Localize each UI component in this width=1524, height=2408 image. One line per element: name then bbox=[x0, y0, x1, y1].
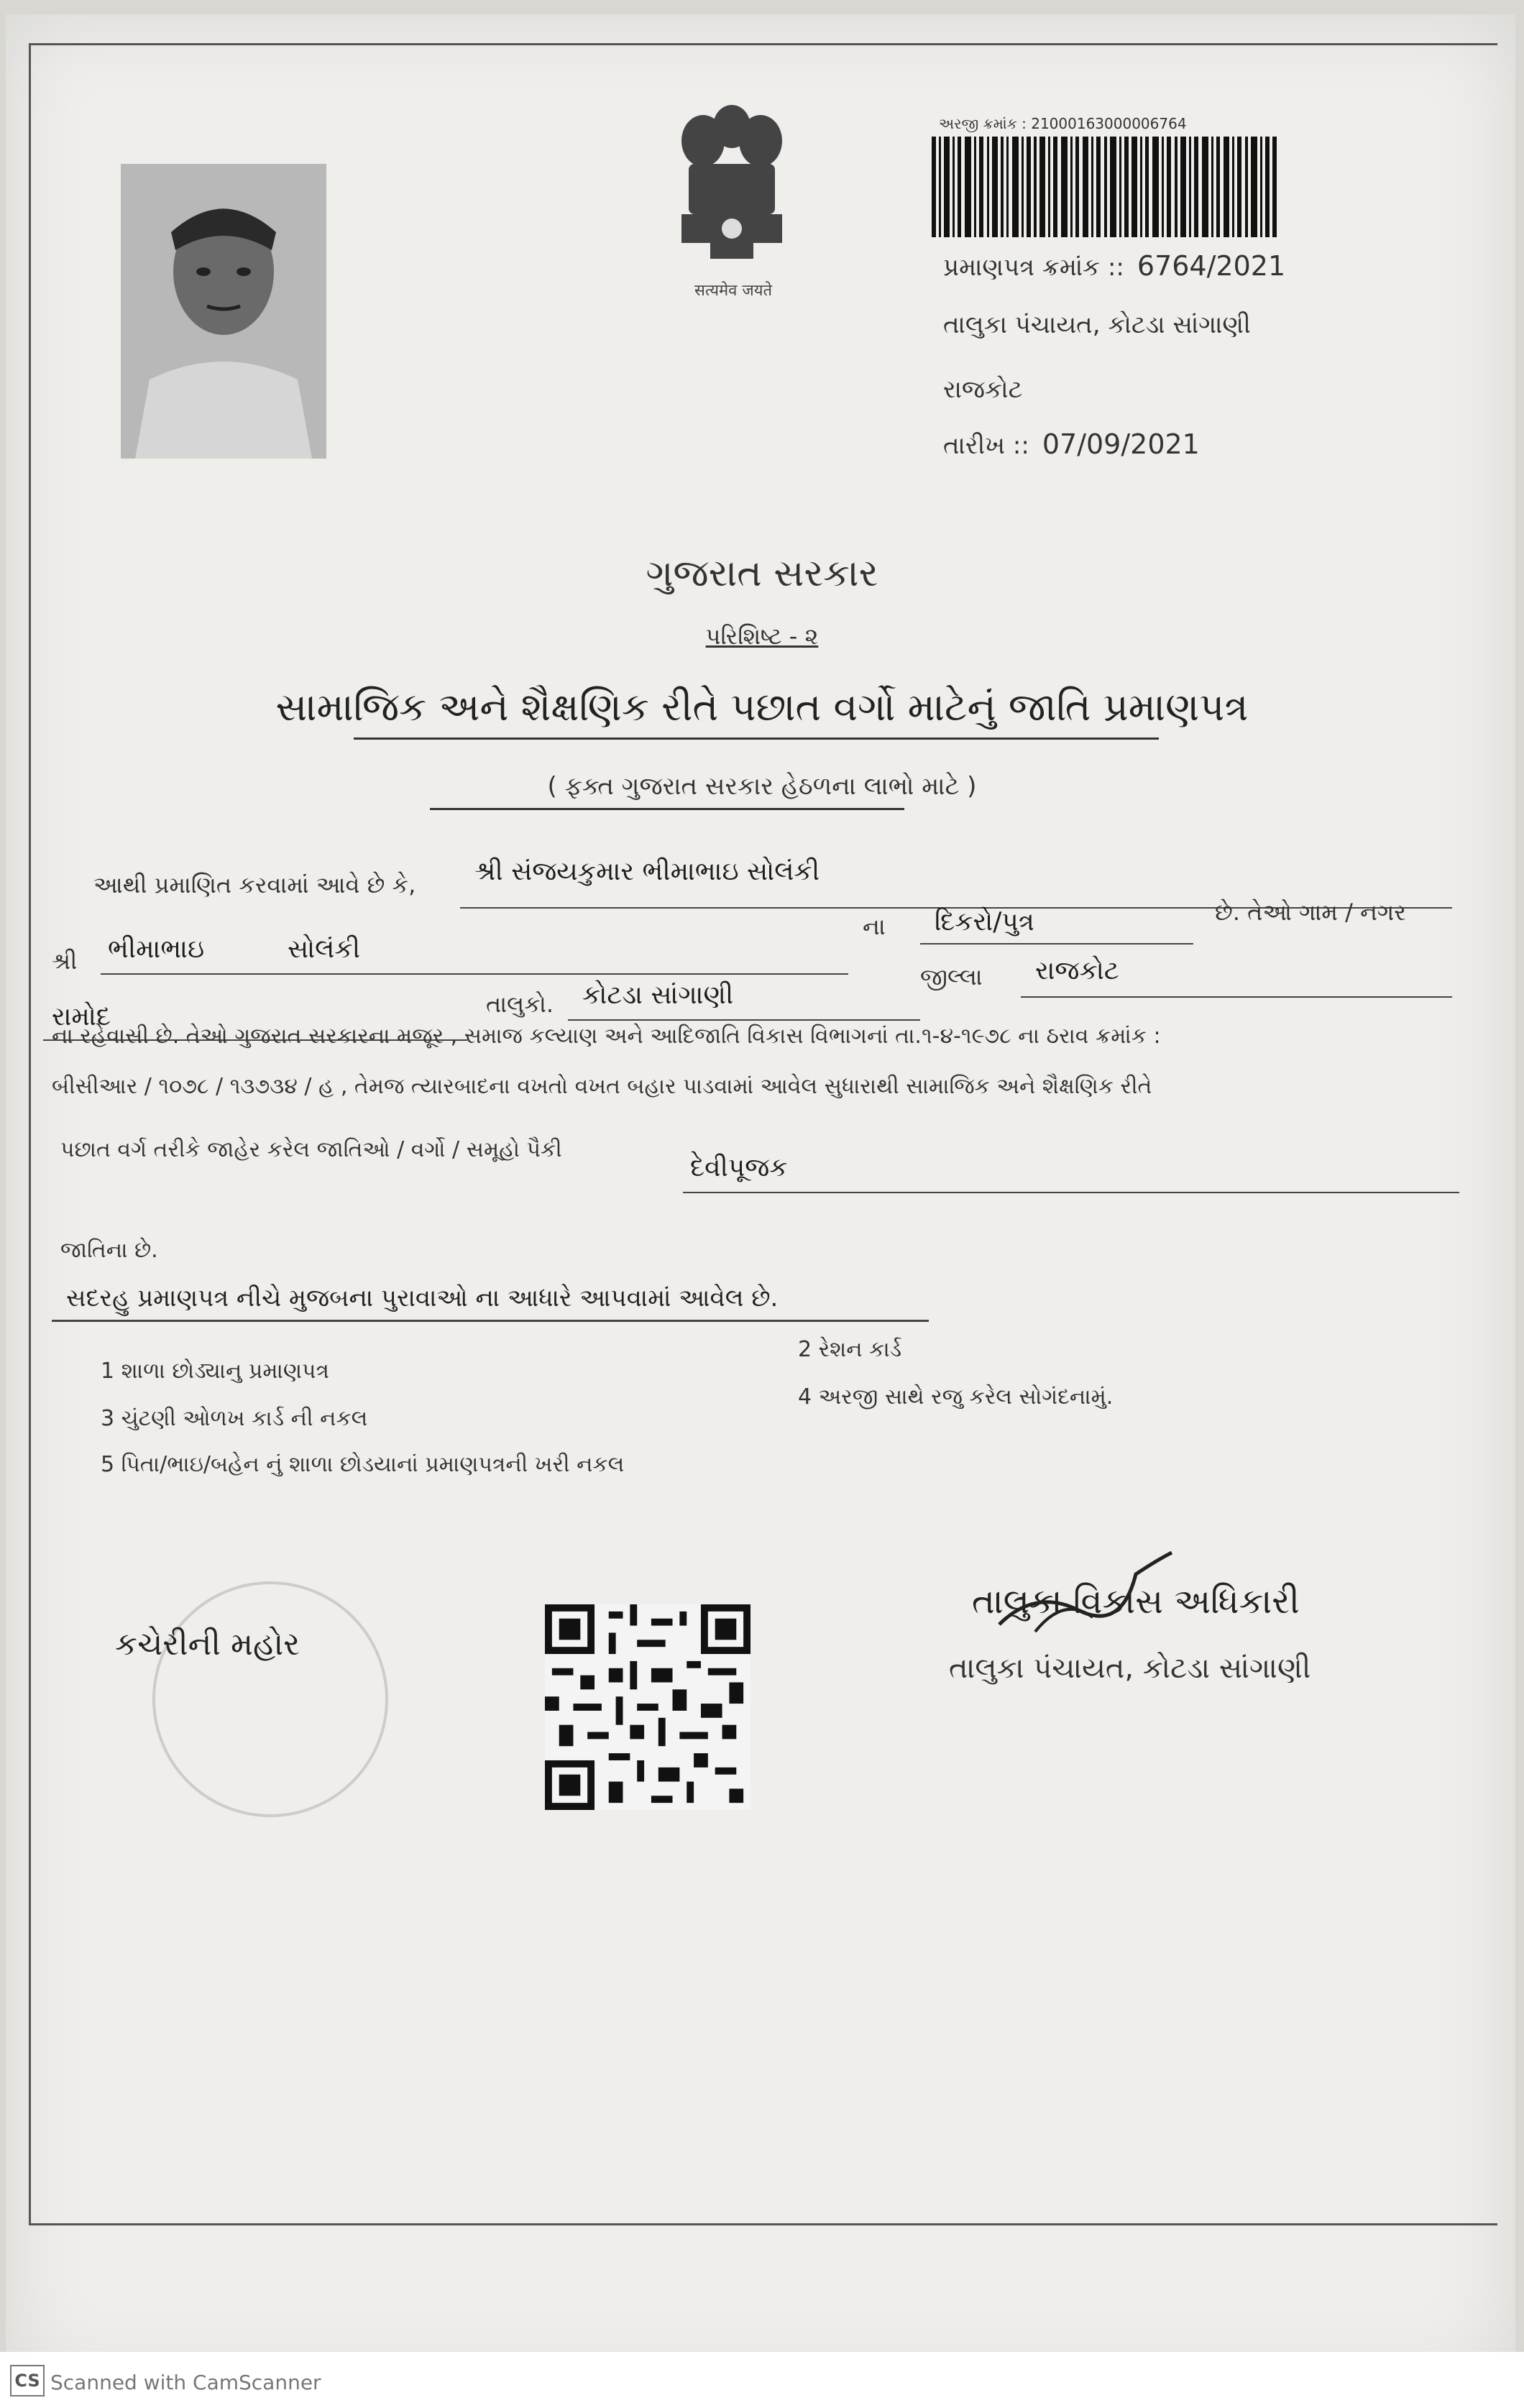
camscanner-icon: CS bbox=[10, 2365, 45, 2396]
certify-label: આથી પ્રમાણિત કરવામાં આવે છે કે, bbox=[93, 871, 416, 899]
title-underline bbox=[354, 737, 1159, 740]
paragraph-line-3: પછાત વર્ગ તરીકે જાહેર કરેલ જાતિઓ / વર્ગો / સમૂહો પૈકી bbox=[60, 1137, 562, 1162]
proof-item-5: 5 પિતા/ભાઇ/બહેન નું શાળા છોડયાનાં પ્રમાણપત્રની ખરી નકલ bbox=[101, 1452, 625, 1477]
district-label: જીલ્લા bbox=[920, 963, 983, 991]
village-name: રામોદ bbox=[52, 1002, 111, 1031]
officer-title: તાલુકા વિકાસ અધિકારી bbox=[972, 1581, 1300, 1622]
government-title: ગુજરાત સરકાર bbox=[646, 552, 878, 595]
applicant-photo bbox=[121, 164, 326, 459]
father-underline bbox=[101, 973, 848, 975]
father-first-name: ભીમાભાઇ bbox=[108, 934, 205, 964]
certificate-number-line: પ્રમાણપત્ર ક્રમાંક :: 6764/2021 bbox=[943, 250, 1286, 282]
proofs-heading: સદરહુ પ્રમાણપત્ર નીચે મુજબના પુરાવાઓ ના આધારે આપવામાં આવેલ છે. bbox=[66, 1284, 779, 1313]
na-label: ના bbox=[863, 913, 886, 940]
emblem-motto: सत्यमेव जयते bbox=[694, 282, 773, 300]
taluka-underline bbox=[568, 1019, 920, 1021]
paragraph-line-1: ના રહેવાસી છે. તેઓ ગુજરાત સરકારના મજૂર , સમાજ કલ્યાણ અને આદિજાતિ વિકાસ વિભાગનાં તા.૧-૪-૧૯૭૮ ના ઠરાવ ક્રમાંક : bbox=[52, 1024, 1161, 1049]
application-number: અરજી ક્રમાંક : 21000163000006764 bbox=[939, 115, 1187, 132]
issue-date: 07/09/2021 bbox=[1042, 428, 1200, 460]
proof-item-1: 1 શાળા છોડ્યાનુ પ્રમાણપત્ર bbox=[101, 1359, 329, 1384]
qr-code bbox=[545, 1604, 750, 1810]
father-surname: સોલંકી bbox=[288, 934, 361, 964]
taluka-label: તાલુકો. bbox=[486, 991, 554, 1018]
relation: દિકરો/પુત્ર bbox=[935, 907, 1034, 937]
date-line: તારીખ :: 07/09/2021 bbox=[943, 428, 1200, 460]
caste-name: દેવીપૂજક bbox=[690, 1153, 788, 1182]
barcode bbox=[932, 137, 1277, 237]
proof-item-3: 3 ચુંટણી ઓળખ કાર્ડ ની નકલ bbox=[101, 1406, 368, 1431]
paragraph-line-2: બીસીઆર / ૧૦૭૮ / ૧૩૭૩૪ / હ , તેમજ ત્યારબાદના વખતો વખત બહાર પાડવામાં આવેલ સુધારાથી સામાજિક અને શૈક્ષણિક રીતે bbox=[52, 1074, 1152, 1099]
scanner-watermark: Scanned with CamScanner bbox=[50, 2371, 321, 2394]
proofs-underline bbox=[52, 1320, 929, 1322]
certificate-number: 6764/2021 bbox=[1137, 250, 1286, 282]
office-seal-imprint bbox=[152, 1581, 388, 1817]
village-label: છે. તેઓ ગામ / નગર bbox=[1215, 899, 1406, 926]
district-name: રાજકોટ bbox=[1035, 956, 1119, 985]
annexure-label: પરિશિષ્ટ - ૨ bbox=[705, 622, 819, 650]
shri-label: શ્રી bbox=[52, 947, 78, 975]
barcode-block bbox=[932, 115, 1277, 240]
office-line-2: રાજકોટ bbox=[943, 375, 1023, 404]
caste-suffix: જાતિના છે. bbox=[60, 1238, 158, 1263]
office-line-1: તાલુકા પંચાયત, કોટડા સાંગાણી bbox=[943, 311, 1251, 339]
applicant-name: શ્રી સંજયકુમાર ભીમાભાઇ સોલંકી bbox=[474, 857, 820, 886]
seal-label: કચેરીની મહોર bbox=[115, 1626, 300, 1663]
caste-underline bbox=[683, 1192, 1459, 1193]
proof-item-2: 2 રેશન કાર્ડ bbox=[798, 1337, 902, 1362]
district-underline bbox=[1021, 996, 1452, 998]
relation-underline bbox=[920, 943, 1193, 945]
taluka-name: કોટડા સાંગાણી bbox=[582, 980, 734, 1010]
note-underline bbox=[430, 808, 904, 810]
certificate-title: સામાજિક અને શૈક્ષણિક રીતે પછાત વર્ગો માટેનું જાતિ પ્રમાણપત્ર bbox=[275, 684, 1249, 730]
certificate-note: ( ફક્ત ગુજરાત સરકાર હેઠળના લાભો માટે ) bbox=[547, 772, 977, 801]
state-emblem bbox=[667, 98, 797, 277]
scanner-footer bbox=[0, 2352, 1524, 2408]
officer-office: તાલુકા પંચાયત, કોટડા સાંગાણી bbox=[949, 1652, 1311, 1685]
proof-item-4: 4 અરજી સાથે રજુ કરેલ સોગંદનામું. bbox=[798, 1384, 1114, 1410]
